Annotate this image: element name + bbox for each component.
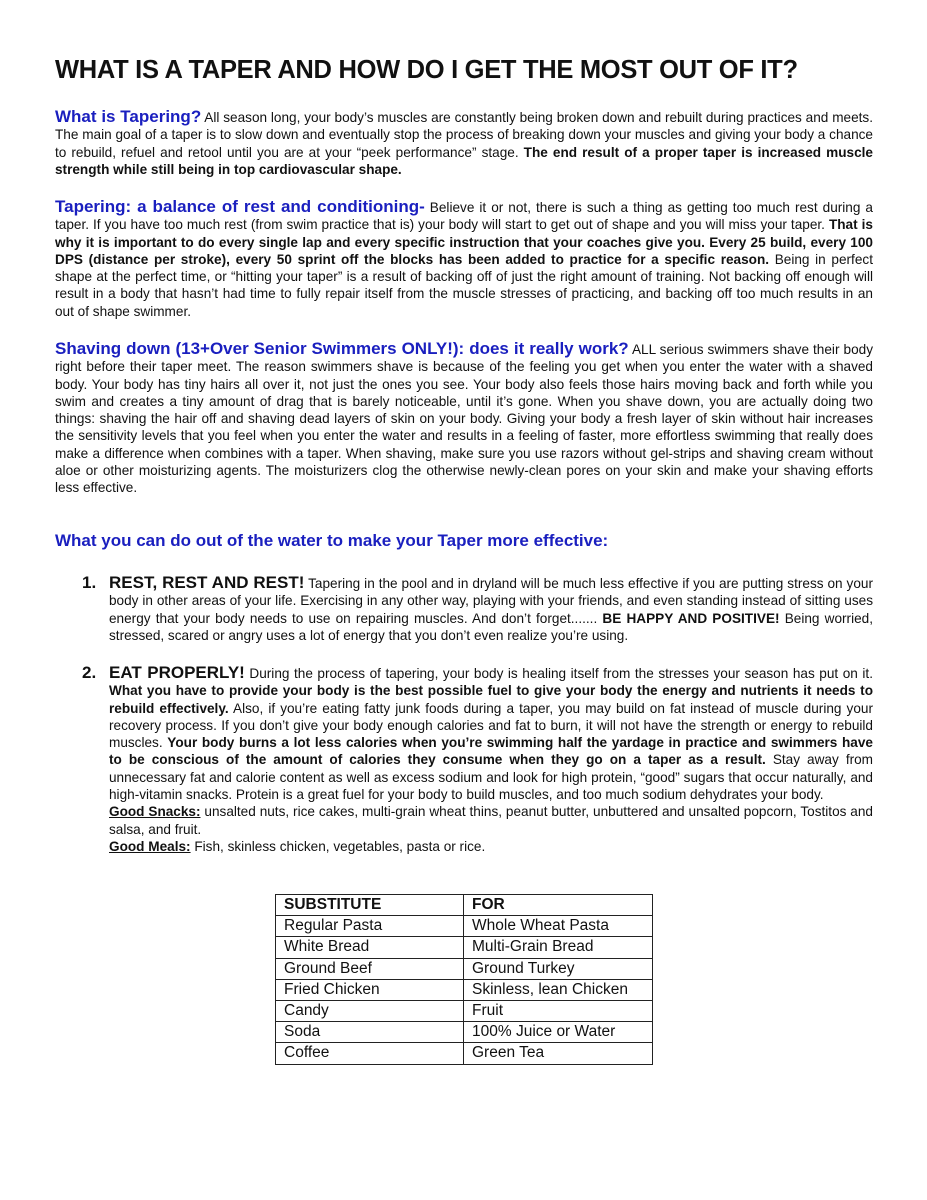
list-bold-text: What you have to provide your body is the best possible fuel to give your body the energy and nutrients it needs to rebuild effectively. <box>109 683 873 716</box>
table-cell: 100% Juice or Water <box>464 1022 653 1043</box>
section-text: All season long, your body’s muscles are constantly being broken down and rebuilt during practices and meets. The main goal of a taper is to slow down and eventually stop the process of breaking down your muscles and giving your body a chance to rebuild, refuel and retool until you are at your “peek performance” stage. <box>55 110 873 160</box>
table-cell: Fruit <box>464 1000 653 1021</box>
good-snacks-label: Good Snacks: <box>109 804 201 820</box>
list-text: Being worried, stressed, scared or angry uses a lot of energy that you don’t even realize you’re using. <box>109 610 873 643</box>
list-text: Also, if you’re eating fatty junk foods during a taper, you may build on fat instead of muscle during your recovery process. If you don’t give your body enough calories and fat to burn, it will not have the strength or energy to rebuild muscles. <box>109 700 873 751</box>
section-bold-text: That is why it is important to do every single lap and every specific instruction that your coaches give you. Every 25 build, every 100 DPS (distance per stroke), every 50 sprint off the blocks has been added to practice for a specific reason. <box>55 217 873 267</box>
table-cell: Skinless, lean Chicken <box>464 979 653 1000</box>
list-item-eat <box>82 664 873 855</box>
section-text: Believe it or not, there is such a thing as getting too much rest during a taper. If you have too much rest (from swim practice that is) your body will start to get out of shape and you will miss your taper. <box>55 200 873 233</box>
table-row <box>276 916 653 937</box>
section-heading: What is Tapering? <box>55 107 202 126</box>
table-cell: Ground Beef <box>276 958 464 979</box>
table-cell: White Bread <box>276 937 464 958</box>
list-bold-text: Your body burns a lot less calories when you’re swimming half the yardage in practice and swimmers have to be conscious of the amount of calories they consume when they go on a taper as a result. <box>109 735 873 768</box>
list-bold-text: BE HAPPY AND POSITIVE! <box>602 610 780 626</box>
section-text: ALL serious swimmers shave their body right before their taper meet. The reason swimmers shave is because of the feeling you get when you enter the water with a shaved body. Your body has tiny hairs all over it, not just the ones you see. Your body also feels those hairs moving back and forth while you swim and creates a tiny amount of drag that is barely noticeable, until it’s gone. When you shave down, you are actually doing two things: shaving the hair off and shaving dead layers of skin on your body. Giving your body a fresh layer of skin without hair increases the sensitivity levels that you feel when you enter the water and results in a feeling of faster, more effortless swimming that really does make a difference when combines with a taper. When shaving, make sure you use razors without gel-strips and shaving cream without aloe or other moisturizing agents. The moisturizers clog the otherwise newly-clean pores on your skin and make your shaving efforts less effective. <box>55 342 873 496</box>
table-row <box>276 1043 653 1064</box>
substitution-table <box>275 894 653 1065</box>
list-number: 1. <box>82 573 97 592</box>
section-bold-text: The end result of a proper taper is increased muscle strength while still being in top cardiovascular shape. <box>55 144 873 177</box>
list-lead: REST, REST AND REST! <box>109 573 305 592</box>
table-cell: Green Tea <box>464 1043 653 1064</box>
list-lead: EAT PROPERLY! <box>109 663 245 682</box>
table-header-row <box>276 895 653 916</box>
table-row <box>276 979 653 1000</box>
list-text: During the process of tapering, your body is healing itself from the stresses your season has put on it. <box>244 666 873 681</box>
good-meals-label: Good Meals: <box>109 838 191 854</box>
section-balance <box>55 198 873 320</box>
section-text: Being in perfect shape at the perfect time, or “hitting your taper” is a result of backing off of just the right amount of training. Not backing off enough will result in a body that hasn’t had time to fully repair itself from the muscle stresses of practicing, and backing off too much results in an out of shape swimmer. <box>55 251 873 319</box>
list-text: Stay away from unnecessary fat and calorie content as well as excess sodium and look for high protein, “good” sugars that occur naturally, and high-vitamin snacks. Protein is a great fuel for your body to build muscles, and too much sodium dehydrates your body. <box>109 752 874 803</box>
list-text: Tapering in the pool and in dryland will be much less effective if you are putting stress on your body in other areas of your life. Exercising in any other way, playing with your friends, and even standing instead of sitting uses energy that your body needs to use on repairing muscles. And don’t forget....... <box>109 576 874 626</box>
table-cell: Regular Pasta <box>276 916 464 937</box>
table-row <box>276 958 653 979</box>
table-cell: Candy <box>276 1000 464 1021</box>
table-cell: Multi-Grain Bread <box>464 937 653 958</box>
table-cell: Fried Chicken <box>276 979 464 1000</box>
list-number: 2. <box>82 663 97 682</box>
list-item-rest <box>82 574 873 644</box>
table-cell: Coffee <box>276 1043 464 1064</box>
table-cell: Whole Wheat Pasta <box>464 916 653 937</box>
column-header: FOR <box>464 895 653 916</box>
table-cell: Ground Turkey <box>464 958 653 979</box>
out-of-water-heading: What you can do out of the water to make your Taper more effective: <box>55 531 609 550</box>
table-cell: Soda <box>276 1022 464 1043</box>
column-header: SUBSTITUTE <box>276 895 464 916</box>
section-what-is-tapering <box>55 108 873 178</box>
good-meals-text: Fish, skinless chicken, vegetables, pasta or rice. <box>190 838 486 854</box>
table-row <box>276 1022 653 1043</box>
table-row <box>276 1000 653 1021</box>
good-snacks-text: unsalted nuts, rice cakes, multi-grain wheat thins, peanut butter, unbuttered and unsalted popcorn, Tostitos and salsa, and fruit. <box>109 804 873 837</box>
page-title: WHAT IS A TAPER AND HOW DO I GET THE MOST OUT OF IT? <box>55 56 798 84</box>
table-row <box>276 937 653 958</box>
section-heading: Tapering: a balance of rest and conditioning- <box>55 197 425 216</box>
section-heading: Shaving down (13+Over Senior Swimmers ONLY!): does it really work? <box>55 339 629 358</box>
section-shaving <box>55 340 873 497</box>
